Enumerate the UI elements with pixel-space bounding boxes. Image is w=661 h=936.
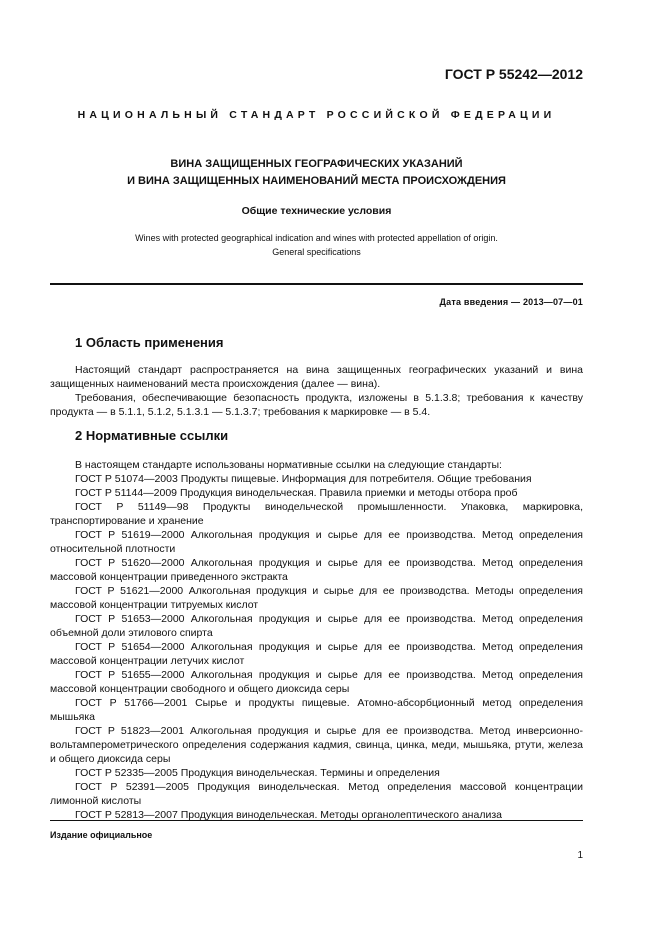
paragraph: Требования, обеспечивающие безопасность продукта, изложены в 5.1.3.8; требования к качеству продукта — в 5.1.1, 5.1.2, 5.1.3.1 — 5.1.3.7; требования к маркировке — в 5.4. xyxy=(50,392,583,418)
document-title xyxy=(50,156,583,190)
reference-item: ГОСТ Р 51621—2000 Алкогольная продукция и сырье для ее производства. Методы определения массовой концентрации титруемых кислот xyxy=(50,585,583,611)
reference-item: ГОСТ Р 51074—2003 Продукты пищевые. Информация для потребителя. Общие требования xyxy=(75,473,532,485)
paragraph: В настоящем стандарте использованы нормативные ссылки на следующие стандарты: xyxy=(75,459,502,471)
section-2-body xyxy=(50,458,583,822)
page-number: 1 xyxy=(577,850,583,861)
footer-divider xyxy=(50,820,583,821)
english-title xyxy=(50,231,583,259)
reference-item: ГОСТ Р 52391—2005 Продукция винодельческая. Метод определения массовой концентрации лимонной кислоты xyxy=(50,781,583,807)
reference-item: ГОСТ Р 52335—2005 Продукция винодельческая. Термины и определения xyxy=(75,767,440,779)
reference-item: ГОСТ Р 51823—2001 Алкогольная продукция и сырье для ее производства. Метод инверсионно-вольтамперометрического определения содержания кадмия, свинца, цинка, меди, мышьяка, ртути, железа и общего диоксида серы xyxy=(50,725,583,765)
section-1-heading: 1 Область применения xyxy=(75,335,224,350)
title-line-1: ВИНА ЗАЩИЩЕННЫХ ГЕОГРАФИЧЕСКИХ УКАЗАНИЙ xyxy=(170,158,463,170)
reference-item: ГОСТ Р 51620—2000 Алкогольная продукция и сырье для ее производства. Метод определения массовой концентрации приведенного экстракта xyxy=(50,557,583,583)
section-1-body xyxy=(50,363,583,419)
reference-item: ГОСТ Р 51619—2000 Алкогольная продукция и сырье для ее производства. Метод определения относительной плотности xyxy=(50,529,583,555)
reference-item: ГОСТ Р 51654—2000 Алкогольная продукция и сырье для ее производства. Метод определения массовой концентрации летучих кислот xyxy=(50,641,583,667)
title-line-2: И ВИНА ЗАЩИЩЕННЫХ НАИМЕНОВАНИЙ МЕСТА ПРОИСХОЖДЕНИЯ xyxy=(127,175,506,187)
standard-code: ГОСТ Р 55242—2012 xyxy=(444,66,583,82)
national-standard-line: НАЦИОНАЛЬНЫЙ СТАНДАРТ РОССИЙСКОЙ ФЕДЕРАЦИИ xyxy=(77,109,556,121)
english-title-line-2: General specifications xyxy=(272,247,361,257)
section-2-heading: 2 Нормативные ссылки xyxy=(75,428,229,443)
edition-note: Издание официальное xyxy=(50,830,153,840)
reference-item: ГОСТ Р 51149—98 Продукты винодельческой промышленности. Упаковка, маркировка, транспортирование и хранение xyxy=(50,501,583,527)
document-subtitle: Общие технические условия xyxy=(241,205,392,217)
reference-item: ГОСТ Р 51766—2001 Сырье и продукты пищевые. Атомно-абсорбционный метод определения мышьяка xyxy=(50,697,583,723)
reference-item: ГОСТ Р 51144—2009 Продукция винодельческая. Правила приемки и методы отбора проб xyxy=(75,487,518,499)
reference-item: ГОСТ Р 51653—2000 Алкогольная продукция и сырье для ее производства. Метод определения объемной доли этилового спирта xyxy=(50,613,583,639)
header-divider xyxy=(50,283,583,285)
reference-item: ГОСТ Р 51655—2000 Алкогольная продукция и сырье для ее производства. Метод определения массовой концентрации свободного и общего диоксида серы xyxy=(50,669,583,695)
english-title-line-1: Wines with protected geographical indication and wines with protected appellation of origin. xyxy=(135,233,498,243)
paragraph: Настоящий стандарт распространяется на вина защищенных географических указаний и вина защищенных наименований места происхождения (далее — вина). xyxy=(50,364,583,390)
reference-item: ГОСТ Р 52813—2007 Продукция винодельческая. Методы органолептического анализа xyxy=(75,809,502,821)
effective-date: Дата введения — 2013—07—01 xyxy=(439,297,583,307)
